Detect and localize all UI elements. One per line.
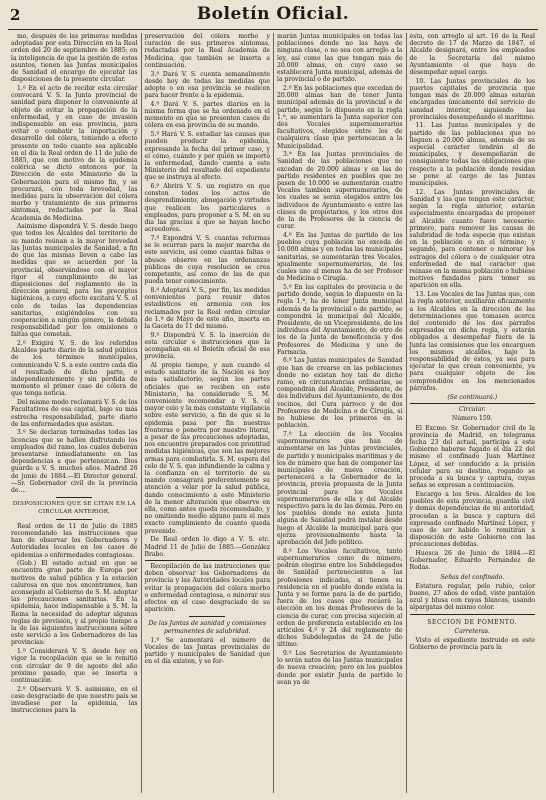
text-columns	[8, 33, 538, 793]
centered-caption: Carreteras.	[454, 627, 490, 635]
article-paragraph: Real orden de 11 de Julio de 1885 recomendando las instrucciones que han de observar los Gobernadores y Autoridades locales en los casos de epidemias o enfermedades contagiosas.	[11, 522, 138, 559]
article-paragraph: 9.º Dispondrá V. S. la inserción de esta circular e instrucciones que la acompañan en el Boletín oficial de esa provincia.	[144, 331, 270, 361]
column-2	[141, 33, 274, 793]
section-title: SECCION DE FOMENTO.	[427, 618, 518, 626]
article-paragraph: 12. Las Juntas provinciales de Sanidad y las que tengan este carácter, según la regla anterior, estarán especialmente encargadas de proponer al Alcalde cuanto fuere necesario: primero, para remover las causas de salubridad de toda especie que existan en la población o en el término; y segundo, para contener o minorar los estragos del cólera o de cualquier otra enfermedad de mal carácter que reinase en la misma población o hubiese motivos fundados para temer su aparición en ella.	[409, 188, 535, 290]
header-rule	[8, 29, 538, 30]
separator-rule	[56, 497, 92, 498]
section-heading: DISPOSICIONES QUE SE CITAN EN LA CIRCULAR ANTERIOR.	[12, 501, 136, 515]
article-paragraph: El Excmo. Sr. Gobernador civil de la provincia de Madrid, en telegrama fecha 23 del actual, participa a este Gobierno haberse fugado el día 22 del mismo el confinado Juan Martínez López, el ser conducido a la prisión celular para su destino, rogando se proceda a su busca y captura, cuyas señas se expresan a continuación.	[409, 424, 535, 490]
article-paragraph: 2.º Exigirá V. S. de los referidos Alcaldes parte diario de la salud pública de los términos municipales, comunicando V. S. a este centro cada día el resultado de dicho parte, e independientemente y sin pérdida de momento el primer caso de cólera de que tenga noticia.	[11, 340, 138, 398]
article-paragraph: Del mismo modo reclamará V. S. de los Facultativos de esa capital, bajo su más estrecha responsabilidad, parte diario de las enfermedades que asistan.	[11, 399, 138, 428]
article-paragraph: 8.º Los Vocales facultativos, tanto supernumerarios como de número, podrán elegirse entre los Subdelegados de Sanidad pertenecientes a las profesiones indicadas, si tienen su residencia en el pueblo donde exista la Junta y se forme para la de de partido, fuera de los casos que recaerá la elección en los demás Profesores de la ciencia de curar, con precisa sujeción al orden de preferencia establecido en los artículos 4.º y 24 del reglamento de dichos Subdelegados de 24 de Julio último.	[277, 547, 403, 649]
article-paragraph: 1.º Se aumentará el número de Vocales de las Juntas provinciales de partido y municipales de Sanidad que en el día existen, y se for-	[144, 636, 270, 666]
article-paragraph: De Real orden lo digo a V. S. etc. Madrid 11 de Julio de 1885.—González Brabo.	[144, 536, 270, 558]
article-paragraph: 10. Las Juntas provinciales de los puertos capitales de provincia que tengan más de 20.000 almas estarán encargadas únicamente del servicio de sanidad interior, siguiendo las provinciales desempeñando el marítimo.	[409, 77, 535, 121]
page-header	[0, 0, 546, 28]
article-paragraph: 11. Las Juntas municipales y de partido de las poblaciones que no lleguen a 20.000 almas, además de su especial carácter tendrán el de municipales, y desempeñarán de consiguiente todas las obligaciones que respecto a la población donde residan se pone al cargo de las Juntas municipales.	[409, 122, 535, 188]
article-paragraph: 4.º En las Juntas de partido de los pueblos cuya población no exceda de 10.000 almas y en todas las municipales sanitarias, se aumentarán tres Vocales, igualmente supernumerarios, de los cuales uno al menos ha de ser Profesor de Medicina o Cirugía.	[277, 231, 403, 283]
column-4	[406, 33, 539, 793]
centered-caption: De las Juntas de sanidad y comisiones permanentes de salubridad.	[148, 620, 267, 635]
article-paragraph: 4.º Dará V. S. partes diarios en la misma forma que se ha ordenado en el momento en que se presenten casos de cólera en esa provincia de su mando.	[144, 100, 270, 130]
article-paragraph: ésta, con arreglo al art. 16 de la Real decreto de 17 de Marzo de 1847, el Alcalde designará, entre los empleados de la Secretaría del mismo Ayuntamiento el que haya de desempeñar aquel cargo.	[409, 33, 535, 77]
article-paragraph: Visto el expediente instruido en este Gobierno de provincia para la	[409, 637, 535, 652]
article-paragraph: marán Juntas municipales en todas las poblaciones donde no las haya de ninguna clase, o no sea con arreglo a la ley, así como las que tengan más de 20.000 almas, en cuyo caso se establecerá Junta municipal, además de la provincial o de partido.	[277, 33, 403, 84]
article-paragraph: 5.º En las capitales de provincia o de partido donde, según lo dispuesto en la regla 1.ª, ha de tener Junta municipal además de la provincial o de partido, se compondrá la municipal del Alcalde, Presidente, de un Vicepresidente, de los individuos del Ayuntamiento, de otro de los de la Junta de beneficencia y dos Profesores de Medicina y uno de Farmacia.	[277, 283, 403, 356]
article-paragraph: 6.º Las Juntas municipales de Sanidad que han de crearse en las poblaciones donde no existan hoy tan de dicho ramo, en circunstancias ordinarias, se compondrán del Alcalde, Presidente, de dos individuos del Ayuntamiento, de dos vecinos, del Cura párroco y de dos Profesores de Medicina o de Cirugía, si no hubiese de los primeros en la población.	[277, 357, 403, 430]
article-paragraph: 1.º En el acto de recibir esta circular convocará V. S. la Junta provincial de sanidad para disponer lo conveniente al objeto de evitar la propagación de la enfermedad, y en caso de invasión indispensable en esa provincia, para evitar o combatir la importación y desarrollo del cólera, teniendo a efecto presente en todo cuanto sea aplicable en el día la Real orden de 11 de julio de 1885, que con motivo de la epidemia colérica se dictó entonces por la Dirección de este Ministerio de la Gobernación para el mismo fin, y se procurará, con toda brevedad, las medidas para la observación del cólera morbo y tratamiento de sus primeros síntomas, redactadas por la Real Academia de Medicina.	[11, 84, 138, 222]
article-paragraph: 8.º Adoptará V. S., por fin, las medidas convenientes para reunir datos estadísticos en armonía con los reclamados por la Real orden circular de 1.º de Mayo de este año, inserta en la Gaceta de 11 del mismo.	[144, 286, 270, 330]
separator-rule	[189, 616, 225, 617]
article-paragraph: 13. Los Vocales de las Juntas que, con la regla anterior, auxiliarán eficazmente a los Alcaldes en la dirección de las determinaciones que tomasen acerca del contenido de los dos párrafos expresados en dicha regla, y estarán obligados a desempeñar fuera de la Junta las comisiones que les encarguen los mismos alcaldes, bajo la responsabilidad de éstos, ya sea para ejecutar lo que crean conveniente, ya para cualquier objeto de los comprendidos en los mencionados párrafos.	[409, 291, 535, 392]
article-paragraph: 5.º Hará V. S. estudiar las causas que pueden producir la epidemia, expresando la fecha del primer caso, y el cómo, cuándo y por quién se importó la enfermedad, dando cuenta a este Ministerio del resultado del expediente que se instruya al efecto.	[144, 131, 270, 182]
centered-caption: Circular.	[458, 406, 486, 414]
article-paragraph: Al propio tiempo, y aun cuando el estado sanitario de la Nación es hoy más satisfactorio, según los partes oficiales que se reciben en este Ministerio, ha considerado S. M. conveniente recomendar a V. S. el mayor celo y la más constante vigilancia sobre este servicio, a fin de que si la epidemia pasa por fin nuestras fronteras o penetra por nuestro litoral, a pesar de las precauciones adoptadas, nos encuentre preparados con prontitud medidas higiénicas, que son las mejores armas para combatirla. S. M. espera del celo de V. S. que infundiendo la calma y la confianza en el territorio de su mando consagrará preferentemente su atención a velar por la salud pública, dando conocimiento a este Ministerio de la menor alteración que observe en ella, como antes queda recomendado, y no omitiendo medio alguno para el más exacto cumplimiento de cuanto queda prevenido.	[144, 361, 270, 535]
page-number: 2	[10, 6, 21, 24]
section-rule	[410, 403, 536, 404]
article-paragraph: 1.º Considerará V. S. desde hoy en vigor la recopilación que se le remitió con circular de 9 de agosto del año próximo pasado, que se inserta a continuación.	[11, 648, 138, 684]
article-paragraph: Encargo a los Sres. Alcaldes de los pueblos de esta provincia, guardia civil y demás dependencias de mi autoridad, procedan a la busca y captura del expresado confinado Martínez López, y caso de ser habido lo remitirán a disposición de este Gobierno con las precauciones debidas.	[409, 490, 535, 549]
article-paragraph: 3.º Se declaran terminadas todas las licencias que se hallen disfrutando los empleados del ramo, los cuales deberán presentarse inmediatamente en las dependencias a que pertenezcan. Dios guarde a V. S. muchos años. Madrid 26 de junio de 1884.—El Director general.—Sr. Gobernador civil de la provincia de....	[11, 429, 138, 495]
article-paragraph: 3.ª En las Juntas provinciales de Sanidad de las poblaciones que no excedan de 20.000 almas y en las de partido residentes en pueblos que no pasen de 10.000 se aumentarán cuatro Vocales también supernumerarios, de los cuales se serán elegidos entre los individuos de Ayuntamiento o entre las clases de propietarios, y los otros dos de la de Profesores de la ciencia de curar.	[277, 151, 403, 231]
article-paragraph: preservación del cólera morbo y curación de sus primeros síntomas, redactadas por la Real Academia de Medicina, que también se inserta a continuación.	[144, 33, 270, 69]
article-paragraph: 9.º Los Secretarios de Ayuntamiento lo serán natos de las Juntas municipales de nueva creación; pero en los pueblos donde por existir Junta de partido lo sean ya de	[277, 650, 403, 686]
section-rule	[145, 560, 271, 561]
article-paragraph: Recopilación de las instrucciones que deben observar los Gobernadores de provincia y las Autoridades locales para evitar la propagación del cólera morbo o enfermedad contagiosa, o minorar sus efectos en el caso desgraciado de su aparición.	[144, 562, 270, 614]
article-paragraph: 6.º Abrirá V. S. un registro en que consten todos los actos de desprendimiento, abnegación y virtudes que realicen los particulares o empleados, para proponer a S. M. en su día las gracias a que se hayan hecho acreedores.	[144, 183, 270, 234]
centered-caption: (Se continuará.)	[447, 393, 498, 401]
article-paragraph: Asimismo dispondrá V. S. desde luego que todos los Alcaldes del territorio de su mando reúnan a la mayor brevedad las Juntas municipales de Sanidad, a fin de que las mismas lleven a cabo las medidas que se acuerden por la provincial, observándose con el mayor rigor el cumplimiento de las disposiciones del reglamento de la dirección general, para los preceptos higiénicos, a cuyo efecto excitará V. S. el celo de todas las dependencias sanitarias, exigiéndoles con su cooperación a ningún género, la debida responsabilidad por los omisiones o faltas que cometan.	[11, 223, 138, 339]
article-paragraph: 3.º Dará V. S. cuenta semanalmente desde hoy de todas las medidas que adopte o en esa provincia se realicen para hacer frente a la epidemia.	[144, 70, 270, 100]
publication-title: Boletín Oficial.	[196, 4, 350, 24]
notice-number: Número 159.	[451, 415, 493, 423]
article-paragraph: 2.º En las poblaciones que excedan de 20.000 almas han de tener Junta municipal además de la provincial o de partido, según lo dispuesto en la regla 1.ª, se aumentará la Junta superior con dos Vocales supernumerarios facultativos, elegidos entre los de cualquiera clase que pertenezcan a la Municipalidad.	[277, 84, 403, 150]
section-rule	[410, 614, 536, 615]
article-paragraph: 7.º Expondrá V. S. cuantas reformas se le ocurran para la mejor marcha de este servicio, así como cuantas faltas o abusos observe en las ordenanzas públicas de cuya resolución se crea competente, así como de las de que pueda tener conocimiento.	[144, 234, 270, 286]
separator-rule	[56, 519, 92, 520]
centered-caption: Señas del confinado.	[440, 573, 505, 581]
article-paragraph: 2.º Observará V. S. asimismo, en el caso desgraciado de que nuestro país se invadiese por la epidemia, las instrucciones para la	[11, 685, 138, 715]
column-1	[8, 33, 141, 793]
article-paragraph: Huesca 26 de Junio de 1884.—El Gobernador, Eduardo Fernández de Rodas.	[409, 550, 535, 572]
article-paragraph: Estatura regular, pelo rubio, color bueno, 27 años de edad, viste pantalón azul y blusa con rayas blancas, usando alpargatas del mismo color.	[409, 582, 535, 612]
article-paragraph: (Gob.) El estado actual en que se encuentra gran parte de Europa por motivos de salud pública y la estación calurosa en que nos encontramos, han aconsejado al Gobierno de S. M. adoptar las precauciones sanitarias. En la epidemia, hace indispensable a S. M. la Reina la necesidad de adoptar algunas reglas de previsión, y al propio tiempo a la de las siguientes instrucciones sobre este servicio a los Gobernadores de las provincias:	[11, 560, 138, 647]
article-paragraph: 7.º La elección de los Vocales supernumerarios que han de aumentarse en las Juntas provinciales, de partido y municipales maritimas y de los de número que han de componer las municipales de nueva creación, pertenecerá a la Gobernador de la provincia, previa propuesta de la Junta provincial para los Vocales supernumerarios de ella y del Alcalde respectivo para la de las demás. Pero en los pueblos donde no exista Junta alguna de Sanidad podrá instalar desde luego el Alcalde la municipal para que ejerza provisionalmente hasta la aprobación del Jefe político.	[277, 430, 403, 547]
article-paragraph: mo, después de las primeras medidas adoptadas por esta Dirección en la Real orden del 20 de septiembre de 1885; en la inteligencia de que la gestión de estos asuntos, tienen las Juntas municipales de Sanidad el encargo de ejecutar las disposiciones de la presente circular.	[11, 33, 138, 84]
column-3	[273, 33, 406, 793]
